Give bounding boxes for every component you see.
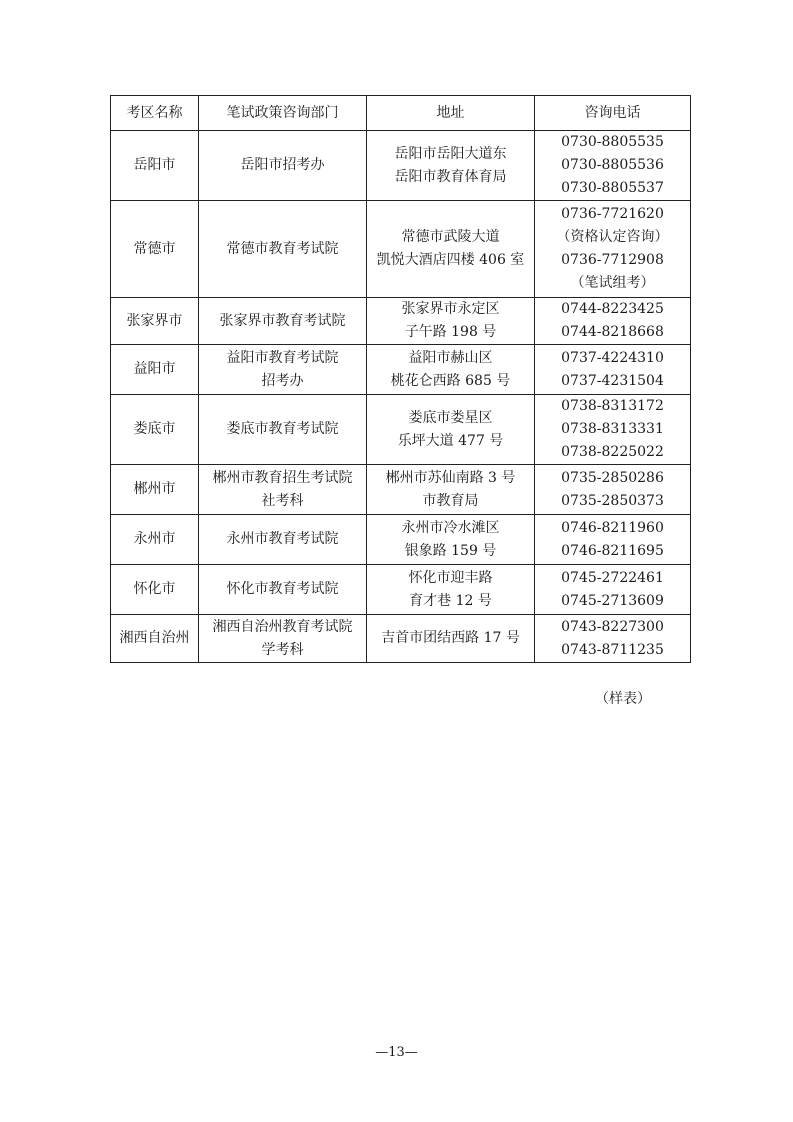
table-header bbox=[111, 96, 691, 131]
table-row bbox=[111, 201, 691, 298]
address-cell bbox=[367, 395, 535, 465]
page-number: —13— bbox=[375, 1045, 418, 1060]
table-body bbox=[111, 131, 691, 663]
department-line: 社考科 bbox=[261, 492, 304, 509]
phone-line: 0735-2850286 bbox=[561, 469, 664, 486]
phone-line: 0745-2722461 bbox=[561, 569, 664, 586]
phone-line: 0743-8227300 bbox=[561, 618, 664, 635]
department-cell bbox=[199, 615, 367, 663]
department-line: 招考办 bbox=[261, 372, 304, 389]
table-row bbox=[111, 565, 691, 615]
address-cell bbox=[367, 131, 535, 201]
region-cell: 怀化市 bbox=[111, 565, 199, 615]
phone-line: 0730-8805536 bbox=[561, 157, 664, 173]
region-cell: 娄底市 bbox=[111, 395, 199, 465]
address-line: 育才巷 12 号 bbox=[409, 592, 492, 609]
phone-line: 0738-8313172 bbox=[561, 398, 664, 414]
address-line: 岳阳市教育体育局 bbox=[394, 168, 507, 185]
address-cell bbox=[367, 515, 535, 565]
department-line: 张家界市教育考试院 bbox=[219, 312, 346, 329]
phone-cell bbox=[535, 615, 691, 663]
address-line: 永州市冷水滩区 bbox=[401, 519, 500, 536]
phone-cell bbox=[535, 345, 691, 395]
address-line: 张家界市永定区 bbox=[401, 301, 500, 317]
address-line: 乐坪大道 477 号 bbox=[397, 432, 504, 449]
phone-line: 0744-8223425 bbox=[561, 301, 664, 317]
phone-cell bbox=[535, 565, 691, 615]
phone-line: 0746-8211695 bbox=[561, 542, 664, 559]
address-line: 常德市武陵大道 bbox=[401, 229, 500, 245]
phone-line: 0743-8711235 bbox=[561, 641, 664, 658]
department-cell bbox=[199, 395, 367, 465]
phone-line: 0744-8218668 bbox=[561, 324, 664, 340]
region-cell: 永州市 bbox=[111, 515, 199, 565]
phone-line: 0735-2850373 bbox=[561, 492, 664, 509]
address-cell bbox=[367, 565, 535, 615]
department-cell bbox=[199, 298, 367, 345]
phone-line: 0738-8225022 bbox=[561, 444, 664, 460]
department-cell bbox=[199, 465, 367, 515]
phone-line: 0745-2713609 bbox=[561, 592, 664, 609]
header-address: 地址 bbox=[367, 96, 535, 131]
department-cell bbox=[199, 201, 367, 298]
phone-cell bbox=[535, 201, 691, 298]
phone-cell bbox=[535, 298, 691, 345]
address-cell bbox=[367, 298, 535, 345]
phone-cell bbox=[535, 465, 691, 515]
department-line: 常德市教育考试院 bbox=[226, 240, 339, 257]
phone-line: 0736-7721620 bbox=[561, 206, 664, 222]
address-cell bbox=[367, 615, 535, 663]
address-line: 娄底市娄星区 bbox=[408, 409, 493, 426]
department-cell bbox=[199, 515, 367, 565]
phone-cell bbox=[535, 131, 691, 201]
region-cell: 郴州市 bbox=[111, 465, 199, 515]
phone-line: 0730-8805535 bbox=[561, 134, 664, 150]
address-line: 凯悦大酒店四楼 406 室 bbox=[376, 252, 525, 268]
table-row bbox=[111, 515, 691, 565]
table-row bbox=[111, 615, 691, 663]
department-line: 怀化市教育考试院 bbox=[226, 581, 339, 597]
phone-line: 0737-4224310 bbox=[561, 349, 664, 366]
phone-line: 0736-7712908 bbox=[561, 252, 664, 268]
department-cell bbox=[199, 565, 367, 615]
department-cell bbox=[199, 131, 367, 201]
department-line: 郴州市教育招生考试院 bbox=[212, 469, 353, 486]
phone-cell bbox=[535, 515, 691, 565]
phone-line: 0730-8805537 bbox=[561, 180, 664, 196]
department-line: 岳阳市招考办 bbox=[240, 157, 325, 173]
consultation-table bbox=[110, 95, 691, 663]
table-header-row bbox=[111, 96, 691, 131]
department-line: 湘西自治州教育考试院 bbox=[212, 618, 353, 635]
address-line: 桃花仑西路 685 号 bbox=[390, 372, 511, 389]
table-row bbox=[111, 465, 691, 515]
table-row bbox=[111, 395, 691, 465]
table-row bbox=[111, 131, 691, 201]
table-row bbox=[111, 298, 691, 345]
department-line: 娄底市教育考试院 bbox=[226, 421, 339, 437]
address-line: 郴州市苏仙南路 3 号 bbox=[385, 469, 516, 486]
address-cell bbox=[367, 345, 535, 395]
table-row bbox=[111, 345, 691, 395]
sample-note: （样表） bbox=[595, 691, 651, 707]
address-line: 市教育局 bbox=[422, 492, 479, 509]
department-line: 永州市教育考试院 bbox=[226, 531, 339, 547]
address-line: 益阳市赫山区 bbox=[408, 349, 493, 366]
phone-cell bbox=[535, 395, 691, 465]
department-line: 益阳市教育考试院 bbox=[226, 349, 339, 366]
phone-line: 0746-8211960 bbox=[561, 519, 664, 536]
phone-line: （资格认定咨询） bbox=[556, 229, 669, 245]
address-cell bbox=[367, 465, 535, 515]
address-line: 子午路 198 号 bbox=[404, 324, 497, 340]
header-region: 考区名称 bbox=[111, 96, 199, 131]
phone-line: 0738-8313331 bbox=[561, 421, 664, 437]
region-cell: 湘西自治州 bbox=[111, 615, 199, 663]
address-line: 银象路 159 号 bbox=[404, 542, 497, 559]
department-line: 学考科 bbox=[261, 641, 304, 658]
header-department: 笔试政策咨询部门 bbox=[199, 96, 367, 131]
header-phone: 咨询电话 bbox=[535, 96, 691, 131]
region-cell: 岳阳市 bbox=[111, 131, 199, 201]
address-cell bbox=[367, 201, 535, 298]
region-cell: 张家界市 bbox=[111, 298, 199, 345]
address-line: 吉首市团结西路 17 号 bbox=[381, 630, 520, 646]
phone-line: （笔试组考） bbox=[570, 275, 655, 291]
address-line: 怀化市迎丰路 bbox=[408, 569, 493, 586]
region-cell: 益阳市 bbox=[111, 345, 199, 395]
department-cell bbox=[199, 345, 367, 395]
address-line: 岳阳市岳阳大道东 bbox=[394, 145, 507, 162]
region-cell: 常德市 bbox=[111, 201, 199, 298]
phone-line: 0737-4231504 bbox=[561, 372, 664, 389]
